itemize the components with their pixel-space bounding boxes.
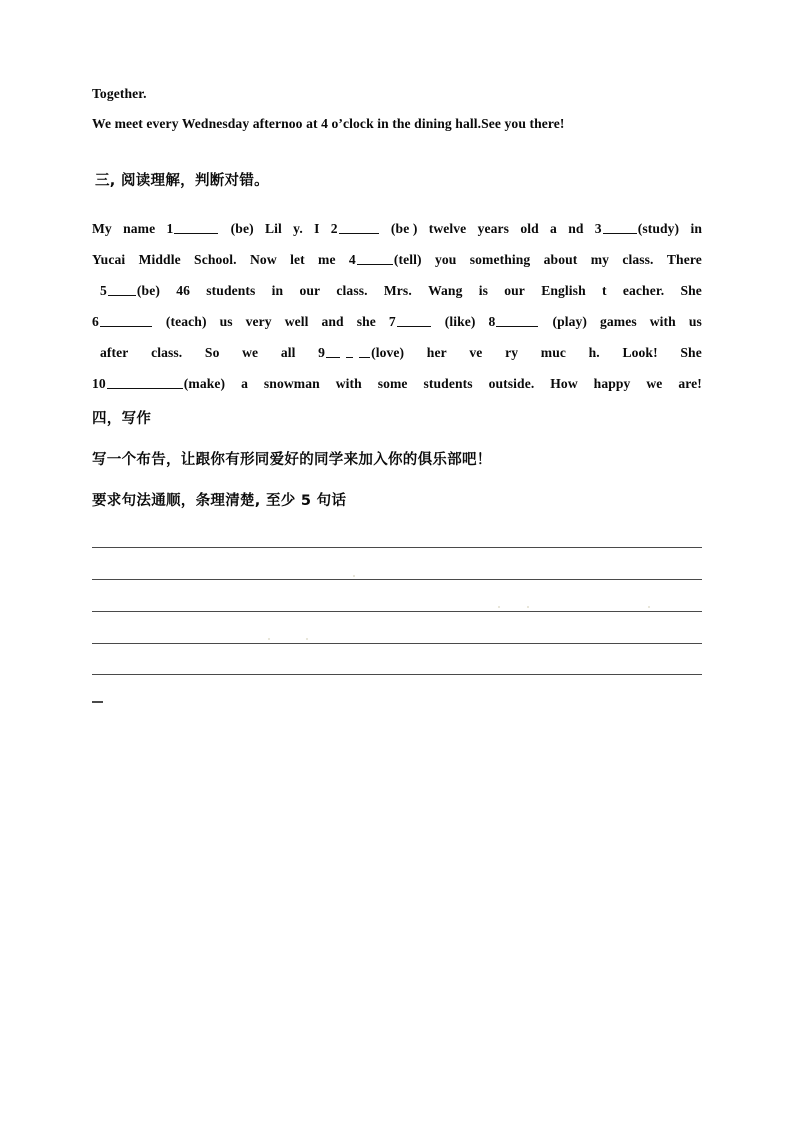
cloze-number-6: 6 [92, 314, 99, 329]
cloze-blank-10[interactable] [107, 375, 183, 389]
word: happy [593, 376, 631, 391]
word: class. [151, 345, 183, 360]
cloze-group-10 [92, 375, 225, 393]
answer-line-4[interactable] [92, 643, 702, 644]
word: well [284, 314, 309, 329]
word: (teach) [165, 314, 207, 329]
passage-line-3 [100, 282, 702, 300]
word: a [241, 376, 248, 391]
word: with [649, 314, 676, 329]
cloze-group-1 [166, 220, 219, 238]
answer-line-3[interactable] [92, 611, 702, 612]
word: our [504, 283, 525, 298]
cloze-number-4: 4 [348, 252, 356, 267]
word: about [543, 252, 578, 267]
word: is [478, 283, 488, 298]
cloze-group-8 [489, 313, 540, 331]
word: Middle [138, 252, 181, 267]
word: in [690, 221, 702, 236]
word: we [646, 376, 663, 391]
notice-line-meeting: We meet every Wednesday afternoo at 4 o’clock in the dining hall.See you there! [92, 116, 565, 131]
word: There [666, 252, 702, 267]
cloze-blank-2[interactable] [339, 220, 379, 234]
word: with [335, 376, 362, 391]
word: let [290, 252, 305, 267]
cloze-blank-8[interactable] [496, 313, 538, 327]
word: some [377, 376, 408, 391]
word: our [299, 283, 321, 298]
word: I [314, 221, 320, 236]
word: My [92, 221, 112, 236]
scan-speck [498, 606, 500, 608]
answer-line-5[interactable] [92, 674, 702, 675]
word: years [477, 221, 510, 236]
word: (play) [552, 314, 588, 329]
answer-line-1[interactable] [92, 547, 702, 548]
word: are! [678, 376, 702, 391]
word: outside. [488, 376, 535, 391]
word: Yucai [92, 252, 126, 267]
word: nd [568, 221, 584, 236]
cloze-group-2 [331, 220, 380, 238]
scan-speck [648, 606, 650, 608]
cloze-number-9: 9 [318, 345, 326, 360]
scan-speck [268, 638, 270, 640]
word: we [242, 345, 259, 360]
answer-line-stub [92, 701, 103, 703]
section-four-requirement: 要求句法通顺，条理清楚, 至少 5 句话 [92, 493, 347, 509]
cloze-verb-5: (be) [136, 283, 160, 298]
word: (be) [230, 221, 254, 236]
word: snowman [263, 376, 320, 391]
cloze-blank-1[interactable] [174, 220, 218, 234]
word: in [271, 283, 284, 298]
word: my [590, 252, 610, 267]
cloze-number-1: 1 [166, 221, 174, 236]
cloze-group-6 [92, 313, 153, 331]
passage-line-6 [92, 375, 702, 393]
word: name [123, 221, 156, 236]
word: 46 [176, 283, 191, 298]
word: after [100, 345, 129, 360]
cloze-verb-9: (love) [371, 345, 405, 360]
word: Look! [622, 345, 658, 360]
notice-line-together: Together. [92, 86, 147, 101]
cloze-number-5: 5 [100, 283, 107, 298]
word: something [469, 252, 531, 267]
word: English [541, 283, 586, 298]
word: class. [336, 283, 368, 298]
passage-line-4 [92, 313, 702, 331]
word: muc [540, 345, 566, 360]
word: y. [293, 221, 303, 236]
word: class. [622, 252, 654, 267]
scan-speck [353, 575, 355, 577]
cloze-blank-3[interactable] [603, 220, 637, 234]
word: Mrs. [383, 283, 412, 298]
cloze-verb-3: (study) [637, 221, 680, 236]
word: her [426, 345, 447, 360]
word: h. [588, 345, 600, 360]
word: games [600, 314, 637, 329]
scan-speck [527, 606, 529, 608]
cloze-group-7 [389, 313, 432, 331]
word: t [601, 283, 607, 298]
cloze-number-3: 3 [594, 221, 602, 236]
passage-line-5 [100, 344, 702, 362]
cloze-blank-4[interactable] [357, 251, 393, 265]
word: Wang [428, 283, 463, 298]
passage-line-2 [92, 251, 702, 269]
word: School. [194, 252, 237, 267]
scan-speck [306, 638, 308, 640]
word: ry [505, 345, 519, 360]
word: old [520, 221, 539, 236]
word: Now [250, 252, 277, 267]
word: She [680, 283, 702, 298]
cloze-group-4 [349, 251, 422, 269]
word: she [356, 314, 376, 329]
cloze-number-7: 7 [388, 314, 396, 329]
cloze-verb-10: (make) [183, 376, 226, 391]
section-four-heading: 四，写作 [92, 411, 152, 427]
word: eacher. [622, 283, 665, 298]
word: and [321, 314, 344, 329]
passage-line-1 [92, 220, 702, 238]
word: She [680, 345, 702, 360]
word: (be ) [390, 221, 418, 236]
cloze-blank-7[interactable] [397, 313, 431, 327]
cloze-blank-6[interactable] [100, 313, 152, 327]
cloze-group-9 [318, 344, 404, 362]
word: me [318, 252, 336, 267]
word: very [245, 314, 272, 329]
section-three-heading: 三, 阅读理解，判断对错。 [95, 173, 269, 189]
word: (like) [444, 314, 476, 329]
cloze-number-2: 2 [330, 221, 338, 236]
word: students [423, 376, 473, 391]
word: ve [469, 345, 483, 360]
word: So [204, 345, 220, 360]
cloze-group-3 [595, 220, 679, 238]
cloze-verb-4: (tell) [393, 252, 422, 267]
word: all [280, 345, 296, 360]
word: Lil [264, 221, 282, 236]
cloze-blank-5[interactable] [108, 282, 136, 296]
cloze-group-5 [100, 282, 160, 300]
section-four-prompt: 写一个布告，让跟你有形同爱好的同学来加入你的俱乐部吧！ [92, 452, 492, 468]
word: you [434, 252, 457, 267]
word: twelve [428, 221, 467, 236]
word: us [688, 314, 702, 329]
word: us [219, 314, 233, 329]
word: a [550, 221, 557, 236]
answer-line-2[interactable] [92, 579, 702, 580]
word: students [206, 283, 256, 298]
cloze-number-8: 8 [488, 314, 496, 329]
cloze-blank-9[interactable] [326, 345, 370, 358]
cloze-number-10: 10 [92, 376, 106, 391]
word: How [550, 376, 578, 391]
